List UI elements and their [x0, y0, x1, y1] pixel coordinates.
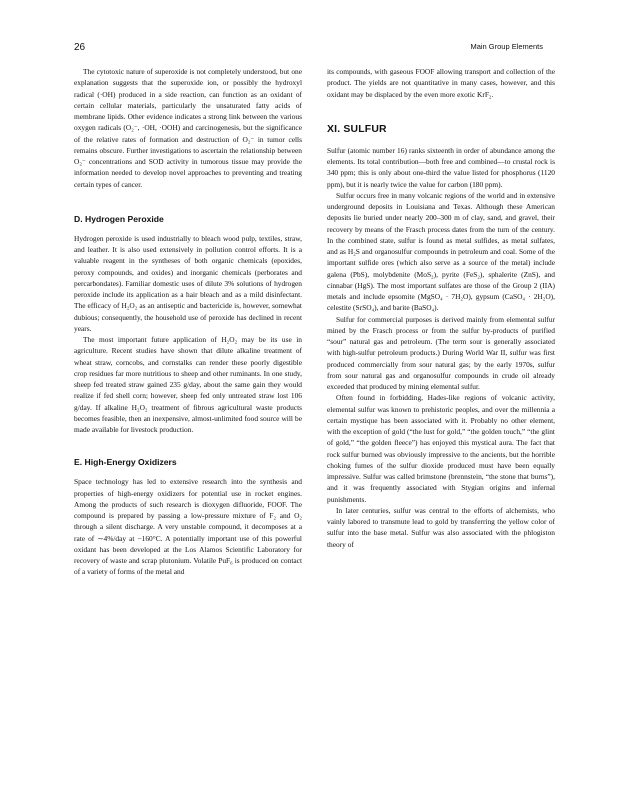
continued-paragraph: its compounds, with gaseous FOOF allowing transport and collection of the product. The yields are not quantitative in many cases, however, and this oxidant may be displaced by the even more exotic KrF₂. [327, 67, 555, 99]
sulfur-paragraph-1: Sulfur (atomic number 16) ranks sixteenth in order of abundance among the elements. Its total contribution—both free and combined—to crustal rock is 340 ppm; this is only about one-third the value listed for phosphorus (1120 ppm), but it is nearly twice the value for carbon (180 ppm). [327, 145, 555, 189]
page-header [74, 42, 543, 56]
page-number: 26 [74, 42, 86, 53]
section-heading-hydrogen-peroxide: D. Hydrogen Peroxide [74, 213, 164, 224]
left-column [74, 66, 302, 578]
hydrogen-peroxide-paragraph-2: The most important future application of H₂O₂ may be its use in agriculture. Recent studies have shown that dilute alkaline treatment of wheat straw, corncobs, and cornstalks can render these poorly digestible crop residues far more nutritious to sheep and other ruminants. In one study, sheep fed treated straw gained 235 g/day, about the same gain they would realize if fed shell corn; however, sheep fed only untreated straw lost 106 g/day. If alkaline H₂O₂ treatment of fibrous agricultural waste products becomes feasible, then an inexpensive, almost-unlimited food source will be made available for livestock production. [74, 335, 302, 434]
section-heading-high-energy-oxidizers: E. High-Energy Oxidizers [74, 457, 177, 468]
high-energy-oxidizers-paragraph: Space technology has led to extensive research into the synthesis and properties of high-energy oxidizers for potential use in rocket engines. Among the products of such research is dioxygen difluoride, FOOF. The compound is prepared by passing a low-pressure mixture of F₂ and O₂ through a silent discharge. A very unstable compound, it decomposes at a rate of ∼4%/day at −160°C. A potentially important use of this powerful oxidant has been developed at the Los Alamos Scientific Laboratory for recovery of waste and scrap plutonium. Volatile PuF₆ is produced on contact of a variety of forms of the metal and [74, 477, 302, 577]
sulfur-paragraph-4: Often found in forbidding, Hades-like regions of volcanic activity, elemental sulfur was known to prehistoric peoples, and over the millennia a certain mystique has been associated with it. Probably no other element, with the exception of gold (“the lust for gold,” “the golden touch,” “the glint of gold,” “the golden fleece”) has enjoyed this mystical aura. The fact that rock sulfur burned was obviously impressive to the ancients, but the horrible choking fumes of the sulfur dioxide produced must have been equally impressive. Sulfur was called brimstone (brennstein, “the stone that burns”), and it was frequently associated with Stygian origins and infernal punishments. [327, 393, 555, 504]
hydrogen-peroxide-paragraph-1: Hydrogen peroxide is used industrially to bleach wood pulp, textiles, straw, and leather. It is also used extensively in pollution control efforts. It is a valuable reagent in the syntheses of both organic chemicals (epoxides, peroxy compounds, and oxides) and inorganic chemicals (perborates and percarbondates). Familiar domestic uses of dilute 3% solutions of hydrogen peroxide include its application as a hair bleach and as a mild disinfectant. The efficacy of H₂O₂ as an antiseptic and bactericide is, however, somewhat dubious; consequently, the household use of peroxide has declined in recent years. [74, 233, 302, 333]
sulfur-paragraph-3: Sulfur for commercial purposes is derived mainly from elemental sulfur mined by the Frasch process or from the sulfur by-products of purified “sour” natural gas and petroleum. (The term sour is generally associated with high-sulfur petroleum products.) During World War II, sulfur was first produced commercially from sour natural gas; by the early 1970s, sulfur from sour natural gas and organosulfur compounds in crude oil already exceeded that produced by mining elemental sulfur. [327, 314, 555, 391]
section-heading-sulfur: XI. SULFUR [327, 123, 387, 135]
running-title: Main Group Elements [470, 42, 543, 51]
sulfur-paragraph-5: In later centuries, sulfur was central to the efforts of alchemists, who vainly labored to transmute lead to gold by transferring the yellow color of sulfur into the base metal. Sulfur was also associated with the phlogiston theory of [327, 505, 555, 549]
superoxide-paragraph: The cytotoxic nature of superoxide is not completely understood, but one explanation suggests that the superoxide ion, or possibly the hydroxyl radical (·OH) produced in a side reaction, can function as an oxidant of certain cellular materials, particularly the unsaturated fatty acids of membrane lipids. Other evidence indicates a strong link between the various oxygen radicals (O₂⁻, ·OH, ·OOH) and carcinogenesis, but the significance of the relative rates of formation and destruction of O₂⁻ in tumor cells remains obscure. Further investigations to ascertain the relationship between O₂⁻ concentrations and SOD activity in tumorous tissue may provide the information needed to develop novel approaches to preventing and treating certain types of cancer. [74, 67, 302, 189]
right-column [327, 66, 555, 550]
sulfur-paragraph-2: Sulfur occurs free in many volcanic regions of the world and in extensive underground deposits in Louisiana and Texas. Although these American deposits lie buried under nearly 200–300 m of clay, sand, and gravel, their recovery by means of the Frasch process dates from the turn of the century. In the combined state, sulfur is found as metal sulfides, as metal sulfates, and as H₂S and organosulfur compounds in petroleum and coal. Some of the important sulfide ores (which also serve as a source of the metal) include galena (PbS), molybdenite (MoS₂), pyrite (FeS₂), sphalerite (ZnS), and cinnabar (HgS). The most important sulfates are those of the Group 2 (IIA) metals and include epsomite (MgSO₄ · 7H₂O), gypsum (CaSO₄ · 2H₂O), celestite (SrSO₄), and barite (BaSO₄). [327, 190, 555, 313]
